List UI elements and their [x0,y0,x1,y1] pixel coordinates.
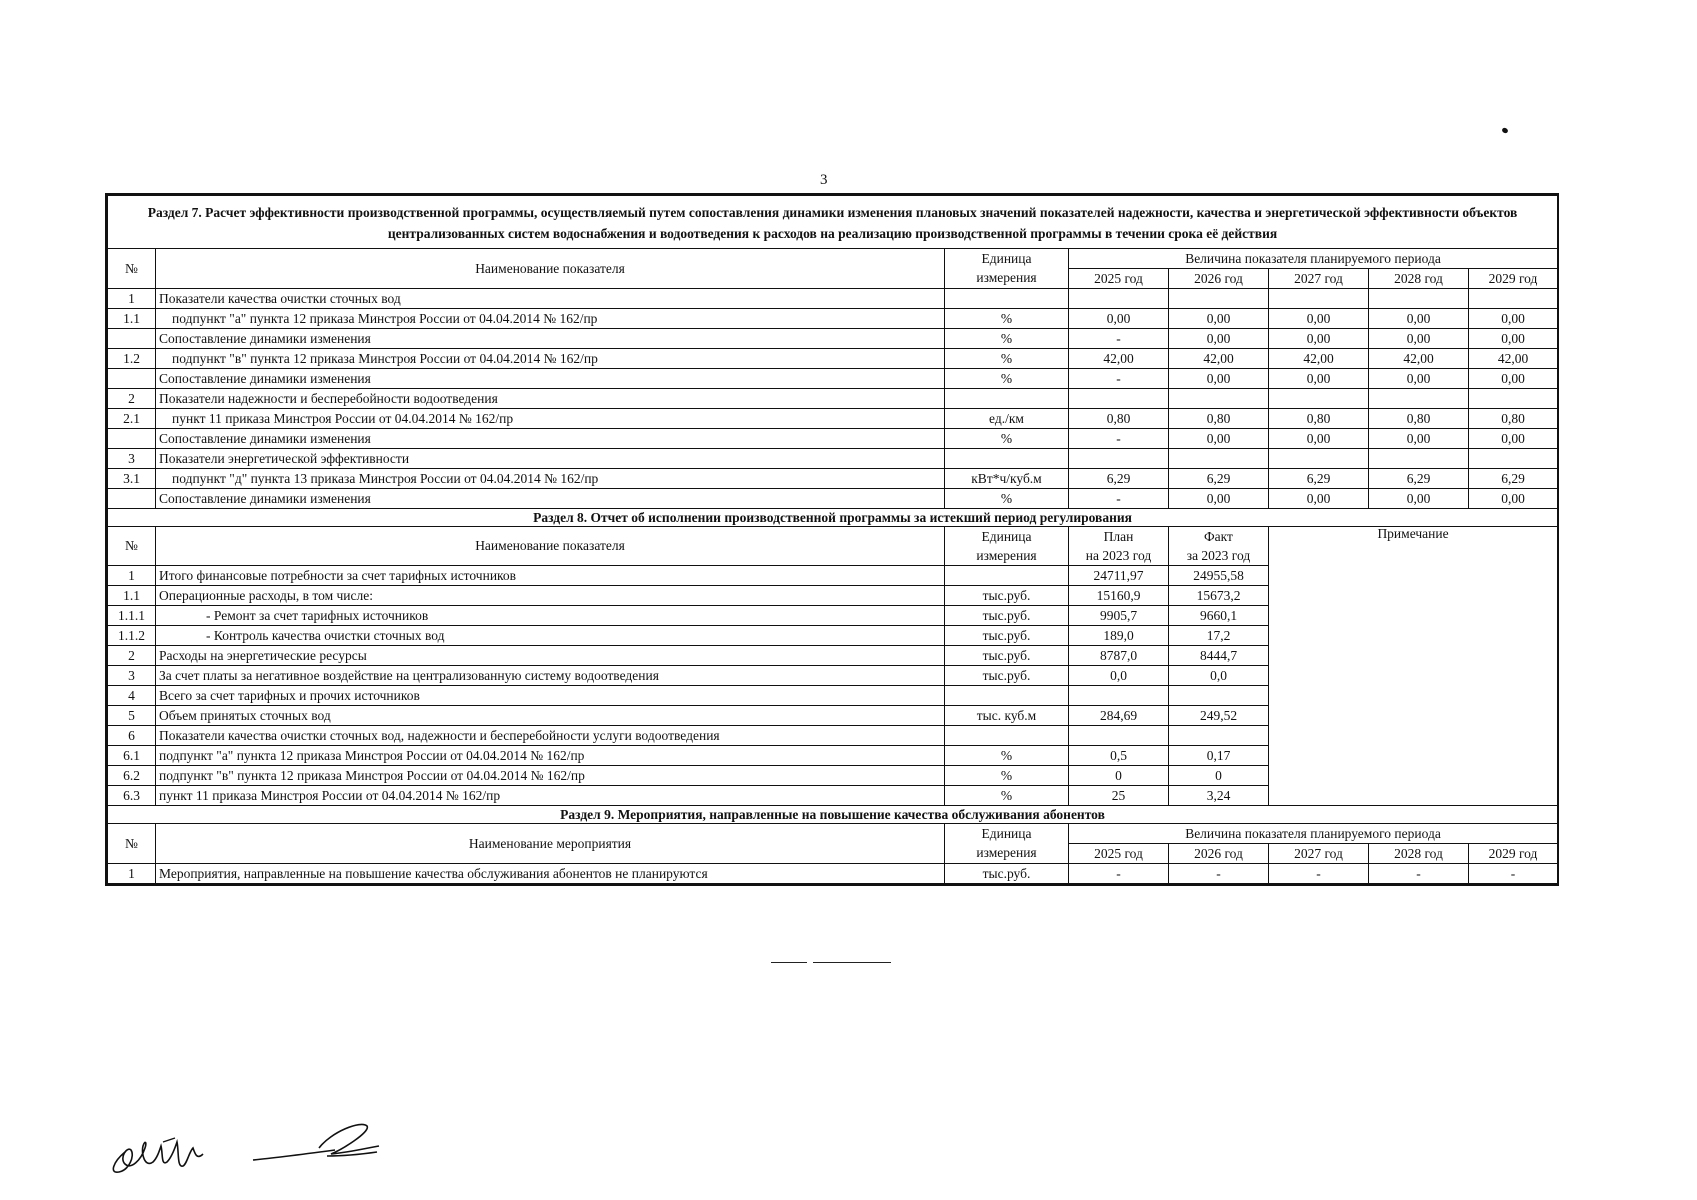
value-cell: 0,00 [1269,489,1369,509]
fact-value: 8444,7 [1169,646,1269,666]
value-cell: 0,00 [1469,329,1558,349]
row-number: 2 [108,646,156,666]
indicator-name: Объем принятых сточных вод [156,706,945,726]
indicator-name: Сопоставление динамики изменения [156,489,945,509]
section9-title-row [108,806,1558,824]
value-cell: 0,80 [1369,409,1469,429]
plan-value: 15160,9 [1069,586,1169,606]
col-unit-header: Единица [945,527,1069,547]
value-cell: 0,00 [1269,369,1369,389]
fact-value [1169,726,1269,746]
plan-value: 9905,7 [1069,606,1169,626]
year-header: 2026 год [1169,269,1269,289]
year-header: 2027 год [1269,844,1369,864]
plan-value: 25 [1069,786,1169,806]
unit-cell: тыс.руб. [945,606,1069,626]
value-cell: 6,29 [1369,469,1469,489]
col-unit-header-2: измерения [945,844,1069,864]
value-cell: - [1069,489,1169,509]
indicator-name: - Ремонт за счет тарифных источников [156,606,945,626]
row-number: 2.1 [108,409,156,429]
row-number: 1.2 [108,349,156,369]
value-cell: - [1369,864,1469,884]
indicator-name: Итого финансовые потребности за счет тарифных источников [156,566,945,586]
value-cell: 0,80 [1169,409,1269,429]
report-table [107,195,1558,884]
value-cell: 0,00 [1269,329,1369,349]
value-cell: 6,29 [1469,469,1558,489]
fact-value: 0,0 [1169,666,1269,686]
section9-title: Раздел 9. Мероприятия, направленные на повышение качества обслуживания абонентов [108,806,1558,824]
section8-header-row-1 [108,527,1558,547]
unit-cell: кВт*ч/куб.м [945,469,1069,489]
fact-value: 3,24 [1169,786,1269,806]
value-cell: 42,00 [1469,349,1558,369]
row-number: 6 [108,726,156,746]
row-number: 2 [108,389,156,409]
row-number: 1 [108,289,156,309]
value-cell: 0,00 [1469,429,1558,449]
table-body [108,196,1558,884]
value-cell [1269,389,1369,409]
fact-value: 17,2 [1169,626,1269,646]
value-cell [1069,389,1169,409]
value-cell: 0,00 [1369,329,1469,349]
value-cell: 0,00 [1369,489,1469,509]
plan-value [1069,686,1169,706]
value-cell: 6,29 [1069,469,1169,489]
page-number: 3 [820,172,828,188]
plan-value: 24711,97 [1069,566,1169,586]
unit-cell: ед./км [945,409,1069,429]
measure-name: Мероприятия, направленные на повышение качества обслуживания абонентов не планируются [156,864,945,884]
row-number [108,329,156,349]
col-fact-header-2: за 2023 год [1169,546,1269,566]
unit-cell: % [945,349,1069,369]
unit-cell: % [945,309,1069,329]
row-number [108,429,156,449]
value-cell: 0,00 [1269,309,1369,329]
value-cell: - [1069,429,1169,449]
value-cell: 42,00 [1069,349,1169,369]
row-number: 6.3 [108,786,156,806]
indicator-name: - Контроль качества очистки сточных вод [156,626,945,646]
note-cell [1269,566,1558,806]
fact-value [1169,686,1269,706]
col-name-header: Наименование мероприятия [156,824,945,864]
col-fact-header: Факт [1169,527,1269,547]
col-note-header: Примечание [1269,527,1558,566]
plan-value [1069,726,1169,746]
section7-row [108,309,1558,329]
row-number: 1.1.2 [108,626,156,646]
row-number: 3.1 [108,469,156,489]
unit-cell: % [945,746,1069,766]
year-header: 2025 год [1069,269,1169,289]
row-number: 6.2 [108,766,156,786]
unit-cell: тыс.руб. [945,864,1069,884]
col-plan-header-2: на 2023 год [1069,546,1169,566]
col-no-header: № [108,249,156,289]
value-cell: 0,00 [1469,369,1558,389]
unit-cell [945,449,1069,469]
value-cell [1369,289,1469,309]
value-cell: 0,00 [1469,309,1558,329]
indicator-name: Сопоставление динамики изменения [156,329,945,349]
plan-value: 284,69 [1069,706,1169,726]
value-cell: 0,80 [1069,409,1169,429]
indicator-name: Операционные расходы, в том числе: [156,586,945,606]
section7-row [108,409,1558,429]
indicator-name: Показатели энергетической эффективности [156,449,945,469]
indicator-name: пункт 11 приказа Минстроя России от 04.04.2014 № 162/пр [156,409,945,429]
unit-cell: тыс.руб. [945,626,1069,646]
document-table-frame [105,193,1559,886]
row-number: 4 [108,686,156,706]
col-no-header: № [108,527,156,566]
row-number: 3 [108,666,156,686]
section9-row [108,864,1558,884]
value-cell [1169,389,1269,409]
section7-row [108,469,1558,489]
year-header: 2029 год [1469,844,1558,864]
value-cell: - [1069,329,1169,349]
section7-row [108,449,1558,469]
unit-cell [945,686,1069,706]
col-unit-header-2: измерения [945,546,1069,566]
unit-cell: тыс.руб. [945,646,1069,666]
value-cell: 0,80 [1469,409,1558,429]
section7-row [108,389,1558,409]
unit-cell: % [945,786,1069,806]
value-cell: 6,29 [1169,469,1269,489]
col-plan-header: План [1069,527,1169,547]
unit-cell: тыс. куб.м [945,706,1069,726]
separator-line [771,962,807,963]
section8-title-row [108,509,1558,527]
value-cell: 0,00 [1069,309,1169,329]
row-number: 5 [108,706,156,726]
section7-row [108,369,1558,389]
value-cell: - [1269,864,1369,884]
ink-dot [1501,127,1509,134]
value-cell: - [1069,864,1169,884]
value-cell [1369,389,1469,409]
value-cell: 42,00 [1169,349,1269,369]
section8-title: Раздел 8. Отчет об исполнении производственной программы за истекший период регулирования [108,509,1558,527]
value-cell: 0,00 [1169,329,1269,349]
row-number: 1 [108,566,156,586]
indicator-name: Сопоставление динамики изменения [156,429,945,449]
value-cell: - [1169,864,1269,884]
indicator-name: подпункт "в" пункта 12 приказа Минстроя России от 04.04.2014 № 162/пр [156,766,945,786]
value-cell [1269,449,1369,469]
row-number: 1 [108,864,156,884]
indicator-name: Показатели надежности и бесперебойности водоотведения [156,389,945,409]
fact-value: 24955,58 [1169,566,1269,586]
fact-value: 9660,1 [1169,606,1269,626]
value-cell: 0,00 [1169,309,1269,329]
plan-value: 0 [1069,766,1169,786]
unit-cell: тыс.руб. [945,666,1069,686]
handwritten-signature [105,1112,385,1182]
section8-row [108,566,1558,586]
value-cell [1069,289,1169,309]
value-cell: - [1069,369,1169,389]
section9-header-row-1 [108,824,1558,844]
indicator-name: Показатели качества очистки сточных вод [156,289,945,309]
unit-cell: % [945,369,1069,389]
value-cell: 42,00 [1269,349,1369,369]
value-cell: 0,00 [1469,489,1558,509]
plan-value: 189,0 [1069,626,1169,646]
section7-header-row-1 [108,249,1558,269]
value-cell [1069,449,1169,469]
value-cell [1169,289,1269,309]
value-cell: 0,80 [1269,409,1369,429]
year-header: 2025 год [1069,844,1169,864]
value-cell: 0,00 [1169,489,1269,509]
section7-row [108,329,1558,349]
indicator-name: подпункт "а" пункта 12 приказа Минстроя России от 04.04.2014 № 162/пр [156,746,945,766]
fact-value: 0,17 [1169,746,1269,766]
row-number: 1.1 [108,309,156,329]
value-cell: 0,00 [1269,429,1369,449]
indicator-name: Сопоставление динамики изменения [156,369,945,389]
year-header: 2028 год [1369,269,1469,289]
col-unit-header: Единица [945,249,1069,269]
row-number: 3 [108,449,156,469]
col-no-header: № [108,824,156,864]
col-unit-header: Единица [945,824,1069,844]
section7-row [108,429,1558,449]
value-cell: 0,00 [1369,309,1469,329]
fact-value: 0 [1169,766,1269,786]
plan-value: 0,5 [1069,746,1169,766]
value-cell: 0,00 [1369,429,1469,449]
col-period-header: Величина показателя планируемого периода [1069,824,1558,844]
plan-value: 0,0 [1069,666,1169,686]
col-name-header: Наименование показателя [156,249,945,289]
unit-cell: % [945,489,1069,509]
unit-cell: тыс.руб. [945,586,1069,606]
year-header: 2029 год [1469,269,1558,289]
value-cell [1469,389,1558,409]
value-cell [1269,289,1369,309]
year-header: 2026 год [1169,844,1269,864]
indicator-name: Расходы на энергетические ресурсы [156,646,945,666]
section7-title-row [108,196,1558,249]
row-number: 6.1 [108,746,156,766]
unit-cell: % [945,429,1069,449]
unit-cell [945,289,1069,309]
value-cell: 0,00 [1169,369,1269,389]
indicator-name: Всего за счет тарифных и прочих источников [156,686,945,706]
value-cell [1469,449,1558,469]
unit-cell [945,389,1069,409]
indicator-name: За счет платы за негативное воздействие на централизованную систему водоотведения [156,666,945,686]
col-period-header: Величина показателя планируемого периода [1069,249,1558,269]
indicator-name: Показатели качества очистки сточных вод, надежности и бесперебойности услуги водоотведения [156,726,945,746]
indicator-name: подпункт "д" пункта 13 приказа Минстроя России от 04.04.2014 № 162/пр [156,469,945,489]
separator-line [813,962,891,963]
fact-value: 249,52 [1169,706,1269,726]
row-number [108,369,156,389]
unit-cell [945,726,1069,746]
section7-row [108,349,1558,369]
value-cell: 42,00 [1369,349,1469,369]
unit-cell: % [945,329,1069,349]
col-unit-header-2: измерения [945,269,1069,289]
year-header: 2027 год [1269,269,1369,289]
value-cell: - [1469,864,1558,884]
plan-value: 8787,0 [1069,646,1169,666]
section7-row [108,289,1558,309]
indicator-name: подпункт "а" пункта 12 приказа Минстроя России от 04.04.2014 № 162/пр [156,309,945,329]
value-cell: 0,00 [1169,429,1269,449]
section7-row [108,489,1558,509]
col-name-header: Наименование показателя [156,527,945,566]
value-cell: 6,29 [1269,469,1369,489]
value-cell [1169,449,1269,469]
value-cell: 0,00 [1369,369,1469,389]
value-cell [1469,289,1558,309]
section7-title: Раздел 7. Расчет эффективности производственной программы, осуществляемый путем сопоставления динамики изменения плановых значений показателей надежности, качества и энергетической эффективности объектов централизованных систем водоснабжения и водоотведения к расходов на реализацию производственной программы в течении срока её действия [108,196,1558,249]
indicator-name: пункт 11 приказа Минстроя России от 04.04.2014 № 162/пр [156,786,945,806]
row-number [108,489,156,509]
value-cell [1369,449,1469,469]
unit-cell: % [945,766,1069,786]
unit-cell [945,566,1069,586]
indicator-name: подпункт "в" пункта 12 приказа Минстроя России от 04.04.2014 № 162/пр [156,349,945,369]
year-header: 2028 год [1369,844,1469,864]
fact-value: 15673,2 [1169,586,1269,606]
row-number: 1.1 [108,586,156,606]
row-number: 1.1.1 [108,606,156,626]
